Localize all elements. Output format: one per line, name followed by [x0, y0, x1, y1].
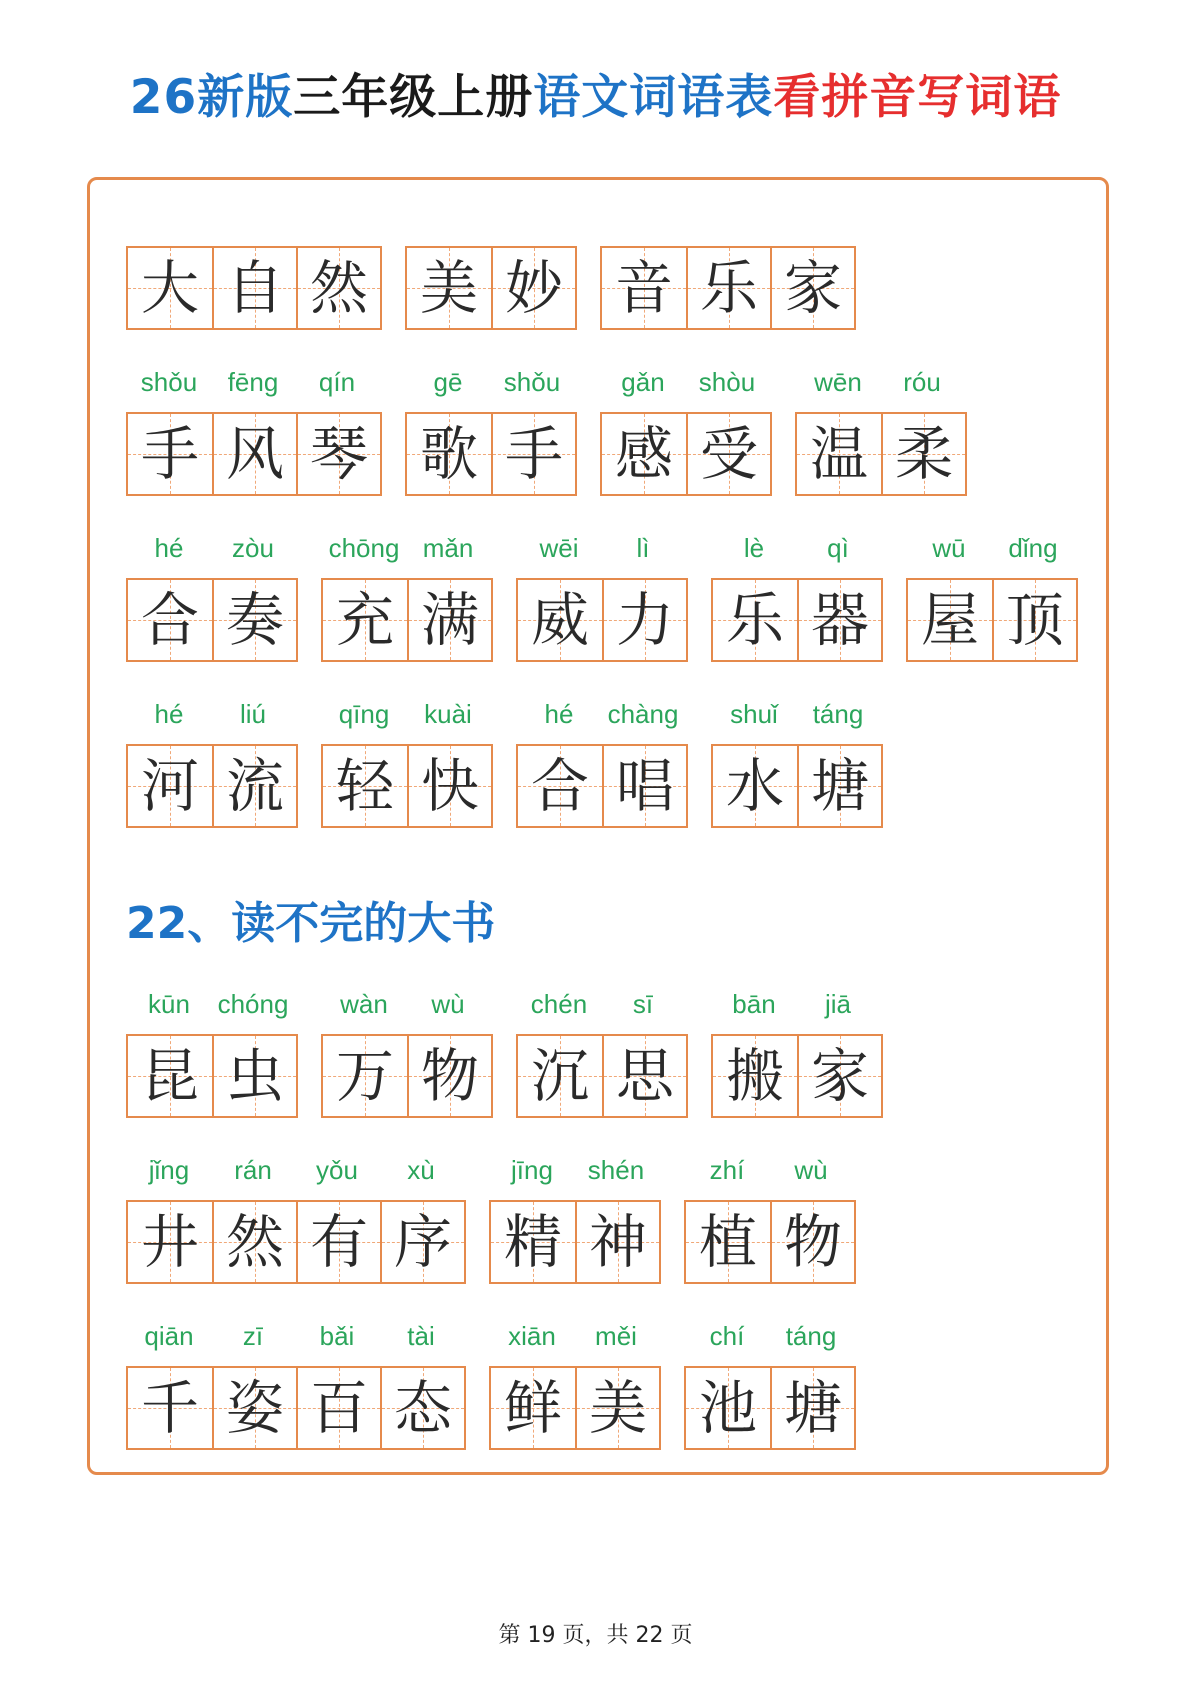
tianzige-cell — [407, 580, 491, 660]
hanzi-char: 井 — [140, 1208, 199, 1276]
hanzi-char: 风 — [225, 420, 284, 488]
pinyin-label: rán — [234, 1155, 272, 1185]
tianzige-cell — [296, 1202, 380, 1282]
pinyin-label: jiā — [824, 989, 851, 1019]
tianzige-cell — [797, 746, 881, 826]
hanzi-char: 虫 — [225, 1042, 284, 1110]
hanzi-char: 音 — [614, 254, 673, 322]
pinyin-label: wū — [932, 533, 966, 563]
hanzi-char: 合 — [140, 586, 199, 654]
hanzi-char: 池 — [698, 1374, 757, 1442]
hanzi-char: 美 — [588, 1374, 647, 1442]
tianzige-cell — [992, 580, 1076, 660]
hanzi-char: 自 — [225, 254, 284, 322]
tianzige-cell — [491, 1202, 575, 1282]
pinyin-label: qīng — [338, 699, 390, 729]
tianzige-cell — [212, 1202, 296, 1282]
tianzige-cell — [212, 1368, 296, 1448]
tianzige-cell — [128, 746, 212, 826]
hanzi-char: 力 — [615, 586, 674, 654]
hanzi-char: 流 — [225, 752, 284, 820]
hanzi-char: 塘 — [783, 1374, 842, 1442]
tianzige-cell — [686, 1368, 770, 1448]
pinyin-label: zī — [242, 1321, 264, 1351]
page-title — [0, 68, 1191, 128]
tianzige-cell — [770, 1368, 854, 1448]
tianzige-cell — [602, 580, 686, 660]
word-grid — [405, 412, 577, 496]
pinyin-label: shǒu — [140, 367, 198, 397]
pinyin-label: gē — [433, 367, 463, 397]
word-grid — [405, 246, 577, 330]
hanzi-char: 美 — [419, 254, 478, 322]
hanzi-char: 妙 — [504, 254, 563, 322]
pinyin-label: mǎn — [422, 533, 474, 563]
word-grid — [126, 412, 382, 496]
tianzige-cell — [380, 1368, 464, 1448]
hanzi-char: 家 — [810, 1042, 869, 1110]
pinyin-label: kūn — [148, 989, 190, 1019]
word-grid — [489, 1200, 661, 1284]
tianzige-cell — [602, 746, 686, 826]
tianzige-cell — [128, 1368, 212, 1448]
pinyin-label: shòu — [698, 367, 756, 397]
pinyin-label: chí — [709, 1321, 745, 1351]
hanzi-char: 歌 — [419, 420, 478, 488]
hanzi-char: 合 — [530, 752, 589, 820]
hanzi-char: 手 — [504, 420, 563, 488]
tianzige-cell — [212, 746, 296, 826]
hanzi-char: 搬 — [725, 1042, 784, 1110]
title-part: 26新版 — [129, 70, 294, 125]
tianzige-cell — [908, 580, 992, 660]
hanzi-char: 满 — [420, 586, 479, 654]
title-part: 语文词语表 — [533, 70, 774, 125]
pinyin-label: měi — [595, 1321, 637, 1351]
hanzi-char: 然 — [225, 1208, 284, 1276]
word-grid — [321, 744, 493, 828]
hanzi-char: 屋 — [920, 586, 979, 654]
hanzi-char: 充 — [335, 586, 394, 654]
hanzi-char: 水 — [725, 752, 784, 820]
hanzi-char: 顶 — [1005, 586, 1064, 654]
tianzige-cell — [686, 248, 770, 328]
tianzige-cell — [407, 248, 491, 328]
hanzi-char: 大 — [140, 254, 199, 322]
pinyin-label: shuǐ — [730, 699, 778, 729]
page-footer: 第 19 页，共 22 页 — [498, 1623, 693, 1648]
tianzige-cell — [296, 414, 380, 494]
hanzi-char: 沉 — [530, 1042, 589, 1110]
tianzige-cell — [713, 1036, 797, 1116]
hanzi-char: 快 — [420, 752, 479, 820]
tianzige-cell — [128, 414, 212, 494]
hanzi-char: 姿 — [225, 1374, 284, 1442]
word-grid — [516, 1034, 688, 1118]
tianzige-cell — [491, 1368, 575, 1448]
pinyin-label: xù — [407, 1155, 435, 1185]
word-grid — [126, 578, 298, 662]
hanzi-char: 鲜 — [503, 1374, 562, 1442]
tianzige-cell — [686, 1202, 770, 1282]
word-grid — [126, 1200, 466, 1284]
word-grid — [600, 246, 856, 330]
tianzige-cell — [713, 746, 797, 826]
word-grid — [516, 578, 688, 662]
pinyin-label: xiān — [508, 1321, 556, 1351]
word-grid — [321, 578, 493, 662]
pinyin-label: lè — [743, 533, 765, 563]
tianzige-cell — [323, 580, 407, 660]
word-grid — [684, 1200, 856, 1284]
tianzige-cell — [602, 1036, 686, 1116]
pinyin-label: fēng — [227, 367, 279, 397]
word-grid — [711, 744, 883, 828]
pinyin-label: jīng — [511, 1155, 553, 1185]
tianzige-cell — [770, 248, 854, 328]
word-grid — [684, 1366, 856, 1450]
hanzi-char: 柔 — [894, 420, 953, 488]
tianzige-cell — [380, 1202, 464, 1282]
hanzi-char: 有 — [309, 1208, 368, 1276]
hanzi-char: 感 — [614, 420, 673, 488]
pinyin-label: hé — [154, 533, 184, 563]
hanzi-char: 神 — [588, 1208, 647, 1276]
tianzige-cell — [407, 746, 491, 826]
hanzi-char: 手 — [140, 420, 199, 488]
pinyin-label: róu — [903, 367, 941, 397]
pinyin-label: hé — [154, 699, 184, 729]
tianzige-cell — [296, 1368, 380, 1448]
tianzige-cell — [797, 580, 881, 660]
pinyin-label: chóng — [217, 989, 289, 1019]
pinyin-label: tài — [407, 1321, 435, 1351]
word-grid — [711, 578, 883, 662]
pinyin-label: qiān — [144, 1321, 194, 1351]
hanzi-char: 精 — [503, 1208, 562, 1276]
word-grid — [795, 412, 967, 496]
hanzi-char: 千 — [140, 1374, 199, 1442]
pinyin-label: jǐng — [148, 1155, 190, 1185]
hanzi-char: 家 — [783, 254, 842, 322]
hanzi-char: 态 — [393, 1374, 452, 1442]
tianzige-cell — [770, 1202, 854, 1282]
tianzige-cell — [323, 746, 407, 826]
hanzi-char: 序 — [393, 1208, 452, 1276]
hanzi-char: 器 — [810, 586, 869, 654]
pinyin-label: hé — [544, 699, 574, 729]
word-grid — [126, 1034, 298, 1118]
pinyin-label: sī — [632, 989, 654, 1019]
hanzi-char: 昆 — [140, 1042, 199, 1110]
tianzige-cell — [128, 248, 212, 328]
tianzige-cell — [518, 746, 602, 826]
hanzi-char: 物 — [420, 1042, 479, 1110]
pinyin-label: kuài — [424, 699, 472, 729]
pinyin-label: gǎn — [621, 367, 665, 397]
pinyin-label: chōng — [328, 533, 400, 563]
word-grid — [126, 744, 298, 828]
section-title: 22、读不完的大书 — [126, 898, 496, 949]
pinyin-label: táng — [812, 699, 864, 729]
hanzi-char: 乐 — [725, 586, 784, 654]
hanzi-char: 百 — [309, 1374, 368, 1442]
pinyin-label: chàng — [607, 699, 679, 729]
tianzige-cell — [296, 248, 380, 328]
tianzige-cell — [575, 1368, 659, 1448]
title-part: 三年级上册 — [293, 70, 534, 125]
pinyin-label: wàn — [340, 989, 388, 1019]
tianzige-cell — [491, 414, 575, 494]
tianzige-cell — [212, 248, 296, 328]
pinyin-label: zòu — [232, 533, 274, 563]
pinyin-label: shén — [587, 1155, 645, 1185]
pinyin-label: wù — [431, 989, 465, 1019]
word-grid — [489, 1366, 661, 1450]
pinyin-label: bǎi — [319, 1321, 355, 1351]
pinyin-label: zhí — [709, 1155, 745, 1185]
tianzige-cell — [686, 414, 770, 494]
hanzi-char: 然 — [309, 254, 368, 322]
tianzige-cell — [212, 414, 296, 494]
hanzi-char: 轻 — [335, 752, 394, 820]
tianzige-cell — [128, 1036, 212, 1116]
hanzi-char: 塘 — [810, 752, 869, 820]
pinyin-label: yǒu — [316, 1155, 358, 1185]
tianzige-cell — [602, 414, 686, 494]
hanzi-char: 温 — [809, 420, 868, 488]
pinyin-label: wēi — [539, 533, 579, 563]
hanzi-char: 思 — [615, 1042, 674, 1110]
word-grid — [516, 744, 688, 828]
hanzi-char: 乐 — [699, 254, 758, 322]
tianzige-cell — [518, 580, 602, 660]
pinyin-label: dǐng — [1008, 533, 1058, 563]
pinyin-label: táng — [785, 1321, 837, 1351]
tianzige-cell — [713, 580, 797, 660]
pinyin-label: bān — [732, 989, 776, 1019]
pinyin-label: qì — [827, 533, 849, 563]
tianzige-cell — [128, 1202, 212, 1282]
hanzi-char: 植 — [698, 1208, 757, 1276]
pinyin-label: qín — [318, 367, 356, 397]
tianzige-cell — [128, 580, 212, 660]
hanzi-char: 琴 — [309, 420, 368, 488]
tianzige-cell — [323, 1036, 407, 1116]
tianzige-cell — [797, 1036, 881, 1116]
tianzige-cell — [212, 1036, 296, 1116]
word-grid — [321, 1034, 493, 1118]
hanzi-char: 万 — [335, 1042, 394, 1110]
pinyin-label: shǒu — [503, 367, 561, 397]
pinyin-label: lì — [636, 533, 650, 563]
tianzige-cell — [407, 414, 491, 494]
tianzige-cell — [575, 1202, 659, 1282]
tianzige-cell — [212, 580, 296, 660]
title-part: 看拼音写词语 — [773, 70, 1062, 125]
word-grid — [711, 1034, 883, 1118]
word-grid — [600, 412, 772, 496]
hanzi-char: 物 — [783, 1208, 842, 1276]
hanzi-char: 河 — [140, 752, 199, 820]
tianzige-cell — [491, 248, 575, 328]
word-grid — [906, 578, 1078, 662]
word-grid — [126, 246, 382, 330]
tianzige-cell — [518, 1036, 602, 1116]
tianzige-cell — [881, 414, 965, 494]
tianzige-cell — [407, 1036, 491, 1116]
tianzige-cell — [602, 248, 686, 328]
pinyin-label: wù — [794, 1155, 828, 1185]
pinyin-label: liú — [239, 699, 266, 729]
hanzi-char: 唱 — [615, 752, 674, 820]
hanzi-char: 奏 — [225, 586, 284, 654]
pinyin-label: wēn — [814, 367, 862, 397]
hanzi-char: 受 — [699, 420, 758, 488]
tianzige-cell — [797, 414, 881, 494]
word-grid — [126, 1366, 466, 1450]
pinyin-label: chén — [530, 989, 588, 1019]
hanzi-char: 威 — [530, 586, 589, 654]
